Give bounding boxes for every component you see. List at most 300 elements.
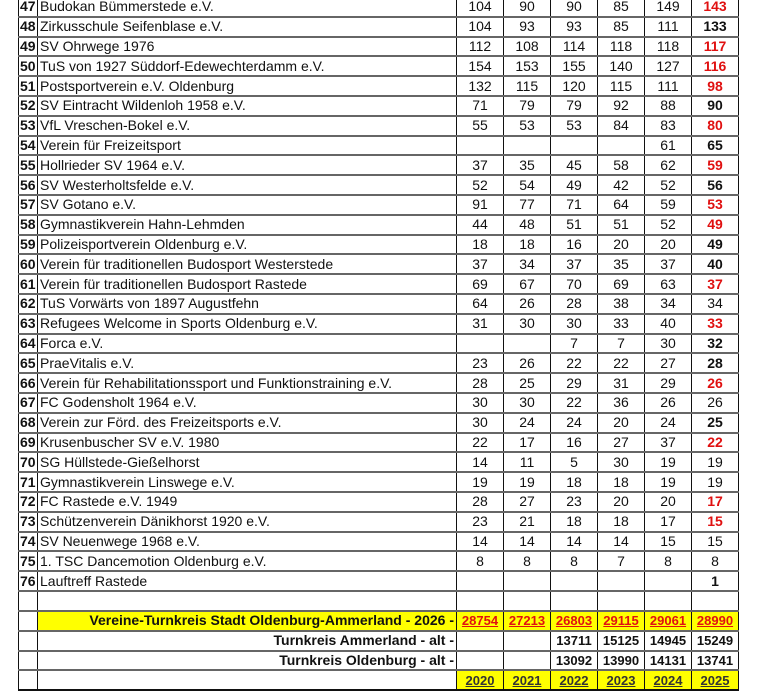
- year-value-2021: 48: [504, 215, 551, 235]
- row-number: 66: [19, 373, 38, 393]
- year-value-2025: 53: [692, 195, 739, 215]
- row-number: 65: [19, 353, 38, 373]
- summary-value-2021: 27213: [504, 611, 551, 631]
- year-value-2021: 24: [504, 413, 551, 433]
- year-value-2023: 18: [598, 472, 645, 492]
- year-value-2022: 8: [551, 551, 598, 571]
- table-row: [19, 472, 739, 492]
- year-value-2020: 22: [457, 433, 504, 453]
- year-value-2024: 149: [645, 0, 692, 17]
- year-value-2023: [598, 136, 645, 156]
- row-number: 62: [19, 294, 38, 314]
- year-value-2020: 44: [457, 215, 504, 235]
- summary-value-2025: 15249: [692, 631, 739, 651]
- year-value-2023: 30: [598, 452, 645, 472]
- year-value-2024: 52: [645, 175, 692, 195]
- year-value-2021: 53: [504, 116, 551, 136]
- year-value-2021: 18: [504, 235, 551, 255]
- year-value-2020: 28: [457, 492, 504, 512]
- row-number: [19, 670, 38, 690]
- year-value-2020: 104: [457, 17, 504, 37]
- club-name: FC Godensholt 1964 e.V.: [38, 393, 457, 413]
- year-value-2023: 118: [598, 37, 645, 57]
- year-value-2025: 49: [692, 235, 739, 255]
- year-value-2024: 52: [645, 215, 692, 235]
- year-value-2025: 28: [692, 353, 739, 373]
- year-value-2024: 118: [645, 37, 692, 57]
- year-value-2023: 33: [598, 314, 645, 334]
- year-value-2025: 19: [692, 452, 739, 472]
- year-value-2021: [504, 136, 551, 156]
- year-value-2020: 14: [457, 532, 504, 552]
- table-row: [19, 334, 739, 354]
- year-value-2025: 17: [692, 492, 739, 512]
- year-value-2025: 143: [692, 0, 739, 17]
- year-value-2021: 8: [504, 551, 551, 571]
- row-number: 73: [19, 512, 38, 532]
- year-value-2022: 49: [551, 175, 598, 195]
- year-value-2022: 18: [551, 472, 598, 492]
- table-row: [19, 294, 739, 314]
- table-row: [19, 195, 739, 215]
- year-label: 2020: [457, 670, 504, 690]
- year-value-2025: 56: [692, 175, 739, 195]
- year-value-2021: 26: [504, 353, 551, 373]
- summary-value-2022: 26803: [551, 611, 598, 631]
- year-value-2021: 115: [504, 76, 551, 96]
- table-row: [19, 393, 739, 413]
- year-value-2025: 8: [692, 551, 739, 571]
- year-value-2022: 18: [551, 512, 598, 532]
- table-row: [19, 116, 739, 136]
- empty-cell: [692, 591, 739, 611]
- club-name: Lauftreff Rastede: [38, 571, 457, 591]
- row-number: 54: [19, 136, 38, 156]
- empty-cell: [504, 591, 551, 611]
- year-value-2023: 20: [598, 492, 645, 512]
- year-value-2023: [598, 571, 645, 591]
- club-name: Forca e.V.: [38, 334, 457, 354]
- empty-cell: [598, 591, 645, 611]
- year-value-2020: 55: [457, 116, 504, 136]
- club-name: Zirkusschule Seifenblase e.V.: [38, 17, 457, 37]
- table-row: [19, 314, 739, 334]
- year-value-2023: 38: [598, 294, 645, 314]
- year-value-2025: 116: [692, 56, 739, 76]
- year-value-2022: 16: [551, 235, 598, 255]
- year-value-2021: 30: [504, 393, 551, 413]
- table-row: [19, 175, 739, 195]
- year-value-2024: 111: [645, 76, 692, 96]
- club-name: SV Gotano e.V.: [38, 195, 457, 215]
- table-row: [19, 155, 739, 175]
- year-value-2023: 42: [598, 175, 645, 195]
- year-value-2022: 16: [551, 433, 598, 453]
- year-value-2024: 62: [645, 155, 692, 175]
- year-value-2020: 37: [457, 254, 504, 274]
- club-name: Verein für traditionellen Budosport Rastede: [38, 274, 457, 294]
- year-value-2022: 30: [551, 314, 598, 334]
- summary-value-2023: 15125: [598, 631, 645, 651]
- table-row: [19, 235, 739, 255]
- club-name: Refugees Welcome in Sports Oldenburg e.V.: [38, 314, 457, 334]
- summary-value-2025: 28990: [692, 611, 739, 631]
- year-value-2025: 37: [692, 274, 739, 294]
- year-value-2023: 84: [598, 116, 645, 136]
- year-value-2022: 155: [551, 56, 598, 76]
- year-value-2020: 64: [457, 294, 504, 314]
- club-name: Budokan Bümmerstede e.V.: [38, 0, 457, 17]
- year-value-2024: 37: [645, 433, 692, 453]
- year-value-2024: 61: [645, 136, 692, 156]
- summary-value-2020: [457, 651, 504, 671]
- year-value-2021: 19: [504, 472, 551, 492]
- club-name: SG Hüllstede-Gießelhorst: [38, 452, 457, 472]
- year-value-2023: 18: [598, 512, 645, 532]
- row-number: 64: [19, 334, 38, 354]
- empty-cell: [551, 591, 598, 611]
- year-value-2021: 79: [504, 96, 551, 116]
- summary-value-2024: 14945: [645, 631, 692, 651]
- year-value-2024: 17: [645, 512, 692, 532]
- year-value-2024: 40: [645, 314, 692, 334]
- club-name: SV Neuenwege 1968 e.V.: [38, 532, 457, 552]
- year-value-2025: 26: [692, 373, 739, 393]
- club-name: 1. TSC Dancemotion Oldenburg e.V.: [38, 551, 457, 571]
- year-value-2021: 54: [504, 175, 551, 195]
- club-name: Hollrieder SV 1964 e.V.: [38, 155, 457, 175]
- year-value-2021: 153: [504, 56, 551, 76]
- year-value-2022: 45: [551, 155, 598, 175]
- year-value-2022: 5: [551, 452, 598, 472]
- year-value-2021: [504, 571, 551, 591]
- year-value-2022: 71: [551, 195, 598, 215]
- year-value-2025: 19: [692, 472, 739, 492]
- year-value-2021: 26: [504, 294, 551, 314]
- row-number: 58: [19, 215, 38, 235]
- summary-label: Turnkreis Oldenburg - alt -: [38, 651, 457, 671]
- year-value-2025: 15: [692, 532, 739, 552]
- year-value-2023: 58: [598, 155, 645, 175]
- row-number: 48: [19, 17, 38, 37]
- club-name: TuS von 1927 Süddorf-Edewechterdamm e.V.: [38, 56, 457, 76]
- year-value-2025: 34: [692, 294, 739, 314]
- table-row: [19, 413, 739, 433]
- year-value-2025: 26: [692, 393, 739, 413]
- table-row: [19, 353, 739, 373]
- club-name: TuS Vorwärts von 1897 Augustfehn: [38, 294, 457, 314]
- year-value-2023: 115: [598, 76, 645, 96]
- summary-value-2020: 28754: [457, 611, 504, 631]
- year-value-2024: 8: [645, 551, 692, 571]
- empty-cell: [38, 591, 457, 611]
- year-value-2023: 85: [598, 17, 645, 37]
- year-value-2023: 36: [598, 393, 645, 413]
- club-name: VfL Vreschen-Bokel e.V.: [38, 116, 457, 136]
- year-value-2021: 21: [504, 512, 551, 532]
- year-value-2022: 22: [551, 353, 598, 373]
- row-number: 50: [19, 56, 38, 76]
- year-value-2024: 88: [645, 96, 692, 116]
- year-value-2025: 117: [692, 37, 739, 57]
- year-value-2022: [551, 571, 598, 591]
- row-number: 60: [19, 254, 38, 274]
- year-value-2022: 93: [551, 17, 598, 37]
- row-number: [19, 631, 38, 651]
- table-row: [19, 452, 739, 472]
- row-number: 56: [19, 175, 38, 195]
- row-number: 55: [19, 155, 38, 175]
- year-value-2024: 83: [645, 116, 692, 136]
- club-name: Krusenbuscher SV e.V. 1980: [38, 433, 457, 453]
- year-value-2025: 98: [692, 76, 739, 96]
- year-value-2020: 14: [457, 452, 504, 472]
- table-row: [19, 96, 739, 116]
- year-value-2024: 111: [645, 17, 692, 37]
- year-value-2022: 79: [551, 96, 598, 116]
- year-value-2024: 15: [645, 532, 692, 552]
- club-name: SV Ohrwege 1976: [38, 37, 457, 57]
- summary-row-ammerland: [19, 631, 739, 651]
- row-number: 76: [19, 571, 38, 591]
- summary-value-2020: [457, 631, 504, 651]
- year-value-2020: 91: [457, 195, 504, 215]
- row-number: 61: [19, 274, 38, 294]
- row-number: 70: [19, 452, 38, 472]
- year-value-2024: 19: [645, 452, 692, 472]
- year-value-2021: 90: [504, 0, 551, 17]
- summary-label: Vereine-Turnkreis Stadt Oldenburg-Ammerland - 2026 -: [38, 611, 457, 631]
- year-value-2024: 27: [645, 353, 692, 373]
- year-value-2022: [551, 136, 598, 156]
- year-value-2025: 22: [692, 433, 739, 453]
- year-value-2024: 19: [645, 472, 692, 492]
- year-value-2021: 17: [504, 433, 551, 453]
- year-value-2022: 37: [551, 254, 598, 274]
- year-value-2025: 33: [692, 314, 739, 334]
- year-value-2020: 154: [457, 56, 504, 76]
- year-value-2022: 14: [551, 532, 598, 552]
- row-number: 49: [19, 37, 38, 57]
- year-value-2023: 85: [598, 0, 645, 17]
- row-number: 68: [19, 413, 38, 433]
- year-value-2022: 51: [551, 215, 598, 235]
- year-value-2022: 53: [551, 116, 598, 136]
- year-value-2022: 24: [551, 413, 598, 433]
- summary-label: Turnkreis Ammerland - alt -: [38, 631, 457, 651]
- summary-value-2024: 29061: [645, 611, 692, 631]
- club-name: Gymnastikverein Linswege e.V.: [38, 472, 457, 492]
- year-value-2024: 20: [645, 492, 692, 512]
- club-name: PraeVitalis e.V.: [38, 353, 457, 373]
- year-value-2020: 132: [457, 76, 504, 96]
- row-number: 47: [19, 0, 38, 17]
- year-value-2023: 31: [598, 373, 645, 393]
- year-value-2024: [645, 571, 692, 591]
- year-value-2022: 22: [551, 393, 598, 413]
- year-value-2021: 34: [504, 254, 551, 274]
- table-row: [19, 76, 739, 96]
- year-value-2024: 20: [645, 235, 692, 255]
- year-value-2022: 90: [551, 0, 598, 17]
- empty-cell: [457, 591, 504, 611]
- year-value-2023: 20: [598, 235, 645, 255]
- year-value-2020: 37: [457, 155, 504, 175]
- year-value-2024: 59: [645, 195, 692, 215]
- year-value-2020: 23: [457, 353, 504, 373]
- year-value-2021: 25: [504, 373, 551, 393]
- year-value-2025: 25: [692, 413, 739, 433]
- year-value-2021: 27: [504, 492, 551, 512]
- year-value-2022: 29: [551, 373, 598, 393]
- year-value-2020: 30: [457, 413, 504, 433]
- year-value-2021: 30: [504, 314, 551, 334]
- summary-value-2022: 13711: [551, 631, 598, 651]
- row-number: 63: [19, 314, 38, 334]
- club-name: Schützenverein Dänikhorst 1920 e.V.: [38, 512, 457, 532]
- summary-value-2023: 29115: [598, 611, 645, 631]
- row-number: 53: [19, 116, 38, 136]
- summary-value-2023: 13990: [598, 651, 645, 671]
- empty-row: [19, 591, 739, 611]
- summary-value-2021: [504, 631, 551, 651]
- summary-value-2025: 13741: [692, 651, 739, 671]
- row-number: [19, 591, 38, 611]
- row-number: 74: [19, 532, 38, 552]
- year-value-2023: 69: [598, 274, 645, 294]
- empty-cell: [645, 591, 692, 611]
- year-value-2020: 28: [457, 373, 504, 393]
- table-row: [19, 551, 739, 571]
- club-name: FC Rastede e.V. 1949: [38, 492, 457, 512]
- year-header-row: [19, 670, 739, 690]
- year-value-2024: 24: [645, 413, 692, 433]
- year-value-2020: 31: [457, 314, 504, 334]
- year-value-2025: 32: [692, 334, 739, 354]
- year-value-2020: [457, 334, 504, 354]
- year-value-2022: 7: [551, 334, 598, 354]
- summary-value-2022: 13092: [551, 651, 598, 671]
- year-value-2020: 19: [457, 472, 504, 492]
- table-row: [19, 532, 739, 552]
- year-value-2020: 112: [457, 37, 504, 57]
- club-name: Verein für Rehabilitationssport und Funktionstraining e.V.: [38, 373, 457, 393]
- year-value-2021: 93: [504, 17, 551, 37]
- row-number: 75: [19, 551, 38, 571]
- table-row: [19, 136, 739, 156]
- year-value-2020: 69: [457, 274, 504, 294]
- year-value-2023: 51: [598, 215, 645, 235]
- year-value-2020: [457, 571, 504, 591]
- row-number: 69: [19, 433, 38, 453]
- table-row: [19, 274, 739, 294]
- year-value-2022: 120: [551, 76, 598, 96]
- club-name: Gymnastikverein Hahn-Lehmden: [38, 215, 457, 235]
- club-name: Verein für traditionellen Budosport Westerstede: [38, 254, 457, 274]
- year-value-2024: 34: [645, 294, 692, 314]
- year-label: 2021: [504, 670, 551, 690]
- row-number: [19, 651, 38, 671]
- year-value-2020: 30: [457, 393, 504, 413]
- year-value-2021: 108: [504, 37, 551, 57]
- year-value-2021: 35: [504, 155, 551, 175]
- year-value-2023: 7: [598, 551, 645, 571]
- empty-cell: [38, 670, 457, 690]
- club-name: SV Eintracht Wildenloh 1958 e.V.: [38, 96, 457, 116]
- year-value-2020: 23: [457, 512, 504, 532]
- table-row: [19, 37, 739, 57]
- club-membership-table: [18, 0, 739, 691]
- year-value-2020: 52: [457, 175, 504, 195]
- year-value-2022: 114: [551, 37, 598, 57]
- year-value-2023: 20: [598, 413, 645, 433]
- summary-row-total: [19, 611, 739, 631]
- year-value-2022: 70: [551, 274, 598, 294]
- year-value-2024: 63: [645, 274, 692, 294]
- summary-row-oldenburg: [19, 651, 739, 671]
- year-value-2025: 40: [692, 254, 739, 274]
- club-name: Postsportverein e.V. Oldenburg: [38, 76, 457, 96]
- year-value-2023: 92: [598, 96, 645, 116]
- year-label: 2023: [598, 670, 645, 690]
- club-name: Verein für Freizeitsport: [38, 136, 457, 156]
- year-value-2025: 59: [692, 155, 739, 175]
- year-value-2020: 104: [457, 0, 504, 17]
- club-name: Verein zur Förd. des Freizeitsports e.V.: [38, 413, 457, 433]
- year-value-2024: 30: [645, 334, 692, 354]
- row-number: 52: [19, 96, 38, 116]
- table-row: [19, 254, 739, 274]
- year-value-2025: 133: [692, 17, 739, 37]
- row-number: 59: [19, 235, 38, 255]
- row-number: 72: [19, 492, 38, 512]
- year-value-2020: 8: [457, 551, 504, 571]
- year-value-2021: 11: [504, 452, 551, 472]
- row-number: [19, 611, 38, 631]
- year-value-2023: 140: [598, 56, 645, 76]
- table-row: [19, 512, 739, 532]
- year-value-2023: 64: [598, 195, 645, 215]
- year-label: 2024: [645, 670, 692, 690]
- year-value-2020: [457, 136, 504, 156]
- year-label: 2025: [692, 670, 739, 690]
- table-row: [19, 17, 739, 37]
- year-value-2024: 127: [645, 56, 692, 76]
- row-number: 57: [19, 195, 38, 215]
- year-value-2024: 26: [645, 393, 692, 413]
- table-row: [19, 433, 739, 453]
- year-value-2021: 77: [504, 195, 551, 215]
- year-value-2021: 67: [504, 274, 551, 294]
- year-value-2023: 35: [598, 254, 645, 274]
- year-value-2023: 22: [598, 353, 645, 373]
- row-number: 51: [19, 76, 38, 96]
- table-row: [19, 373, 739, 393]
- summary-value-2024: 14131: [645, 651, 692, 671]
- year-value-2025: 90: [692, 96, 739, 116]
- year-value-2025: 1: [692, 571, 739, 591]
- club-name: Polizeisportverein Oldenburg e.V.: [38, 235, 457, 255]
- year-value-2025: 49: [692, 215, 739, 235]
- year-value-2020: 71: [457, 96, 504, 116]
- year-value-2021: 14: [504, 532, 551, 552]
- year-value-2023: 27: [598, 433, 645, 453]
- table-row: [19, 492, 739, 512]
- row-number: 67: [19, 393, 38, 413]
- table-row: [19, 215, 739, 235]
- year-value-2024: 29: [645, 373, 692, 393]
- year-value-2024: 37: [645, 254, 692, 274]
